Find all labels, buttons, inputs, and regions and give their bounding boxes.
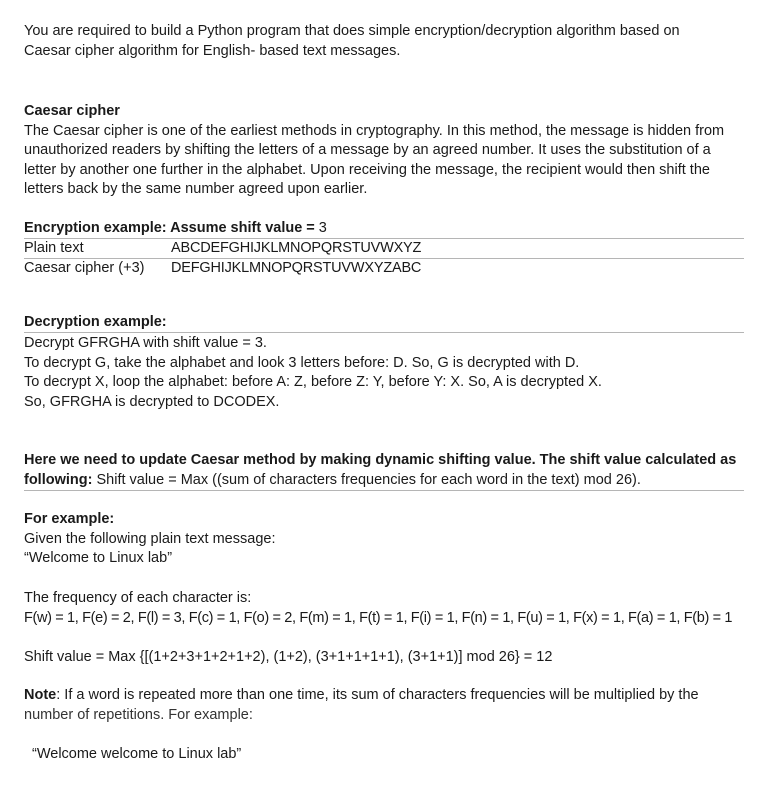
decryption-heading: Decryption example:	[24, 314, 167, 330]
decryption-line-4: So, GFRGHA is decrypted to DCODEX.	[24, 393, 280, 410]
update-line-2	[24, 471, 744, 491]
note-line-2: number of repetitions. For example:	[24, 706, 253, 723]
frequency-section	[24, 589, 744, 628]
caesar-line-2: unauthorized readers by shifting the letters of a message by an agreed number. It uses the substitution of a	[24, 142, 711, 158]
example2-section	[32, 745, 744, 765]
note-line-1	[24, 686, 744, 706]
caesar-line-4: letters back by the same number agreed upon earlier.	[24, 181, 368, 197]
note-line-1-text: : If a word is repeated more than one time, its sum of characters frequencies will be multiplied by the	[56, 687, 699, 703]
update-following: following:	[24, 471, 93, 488]
note-label: Note	[24, 687, 57, 703]
update-paragraph	[24, 451, 744, 491]
plain-text-value: ABCDEFGHIJKLMNOPQRSTUVWXYZ	[171, 240, 422, 256]
update-formula: Shift value = Max ((sum of characters frequencies for each word in the text) mod 26).	[92, 471, 641, 488]
encryption-heading-value: 3	[318, 220, 327, 236]
shift-section	[24, 648, 744, 668]
example-section	[24, 510, 744, 569]
decryption-line-2: To decrypt G, take the alphabet and look 3 letters before: D. So, G is decrypted with D.	[24, 354, 580, 371]
decryption-line-3: To decrypt X, loop the alphabet: before A: Z, before Z: Y, before Y: X. So, A is decrypted X.	[24, 374, 602, 390]
frequency-intro: The frequency of each character is:	[24, 590, 252, 606]
caesar-line-1: The Caesar cipher is one of the earliest methods in cryptography. In this method, the message is hidden from	[24, 122, 725, 139]
caesar-line-3: letter by another one further in the alphabet. Upon receiving the message, the recipient would then shift the	[24, 161, 710, 178]
plain-text-label: Plain text	[24, 240, 84, 256]
encryption-heading	[24, 219, 744, 239]
intro-paragraph	[24, 22, 744, 61]
note-section	[24, 686, 744, 725]
intro-line-2: Caesar cipher algorithm for English- based text messages.	[24, 42, 401, 59]
decryption-section	[24, 334, 744, 412]
shift-value-text: Shift value = Max {[(1+2+3+1+2+1+2), (1+2), (3+1+1+1+1), (3+1+1)] mod 26} = 12	[24, 649, 553, 665]
caesar-cipher-label: Caesar cipher (+3)	[24, 260, 145, 276]
decryption-line-1: Decrypt GFRGHA with shift value = 3.	[24, 335, 267, 351]
example-heading: For example:	[24, 511, 115, 527]
intro-line-1: You are required to build a Python program that does simple encryption/decryption algorithm based on	[24, 23, 680, 39]
caesar-heading: Caesar cipher	[24, 103, 120, 119]
update-line-1: Here we need to update Caesar method by making dynamic shifting value. The shift value calculated as	[24, 452, 737, 468]
decryption-heading-box	[24, 313, 744, 333]
frequency-list: F(w) = 1, F(e) = 2, F(l) = 3, F(c) = 1, F(o) = 2, F(m) = 1, F(t) = 1, F(i) = 1, F(n) = 1, F(u) = 1, F(x) = 1, F(a) = 1, F(b) = 1	[24, 609, 733, 626]
example-message: “Welcome to Linux lab”	[24, 550, 173, 566]
caesar-section	[24, 102, 744, 200]
example-line-1: Given the following plain text message:	[24, 530, 276, 547]
example2-message: “Welcome welcome to Linux lab”	[32, 746, 242, 762]
encryption-heading-bold: Encryption example: Assume shift value =	[24, 220, 319, 236]
caesar-cipher-value: DEFGHIJKLMNOPQRSTUVWXYZABC	[171, 260, 422, 276]
